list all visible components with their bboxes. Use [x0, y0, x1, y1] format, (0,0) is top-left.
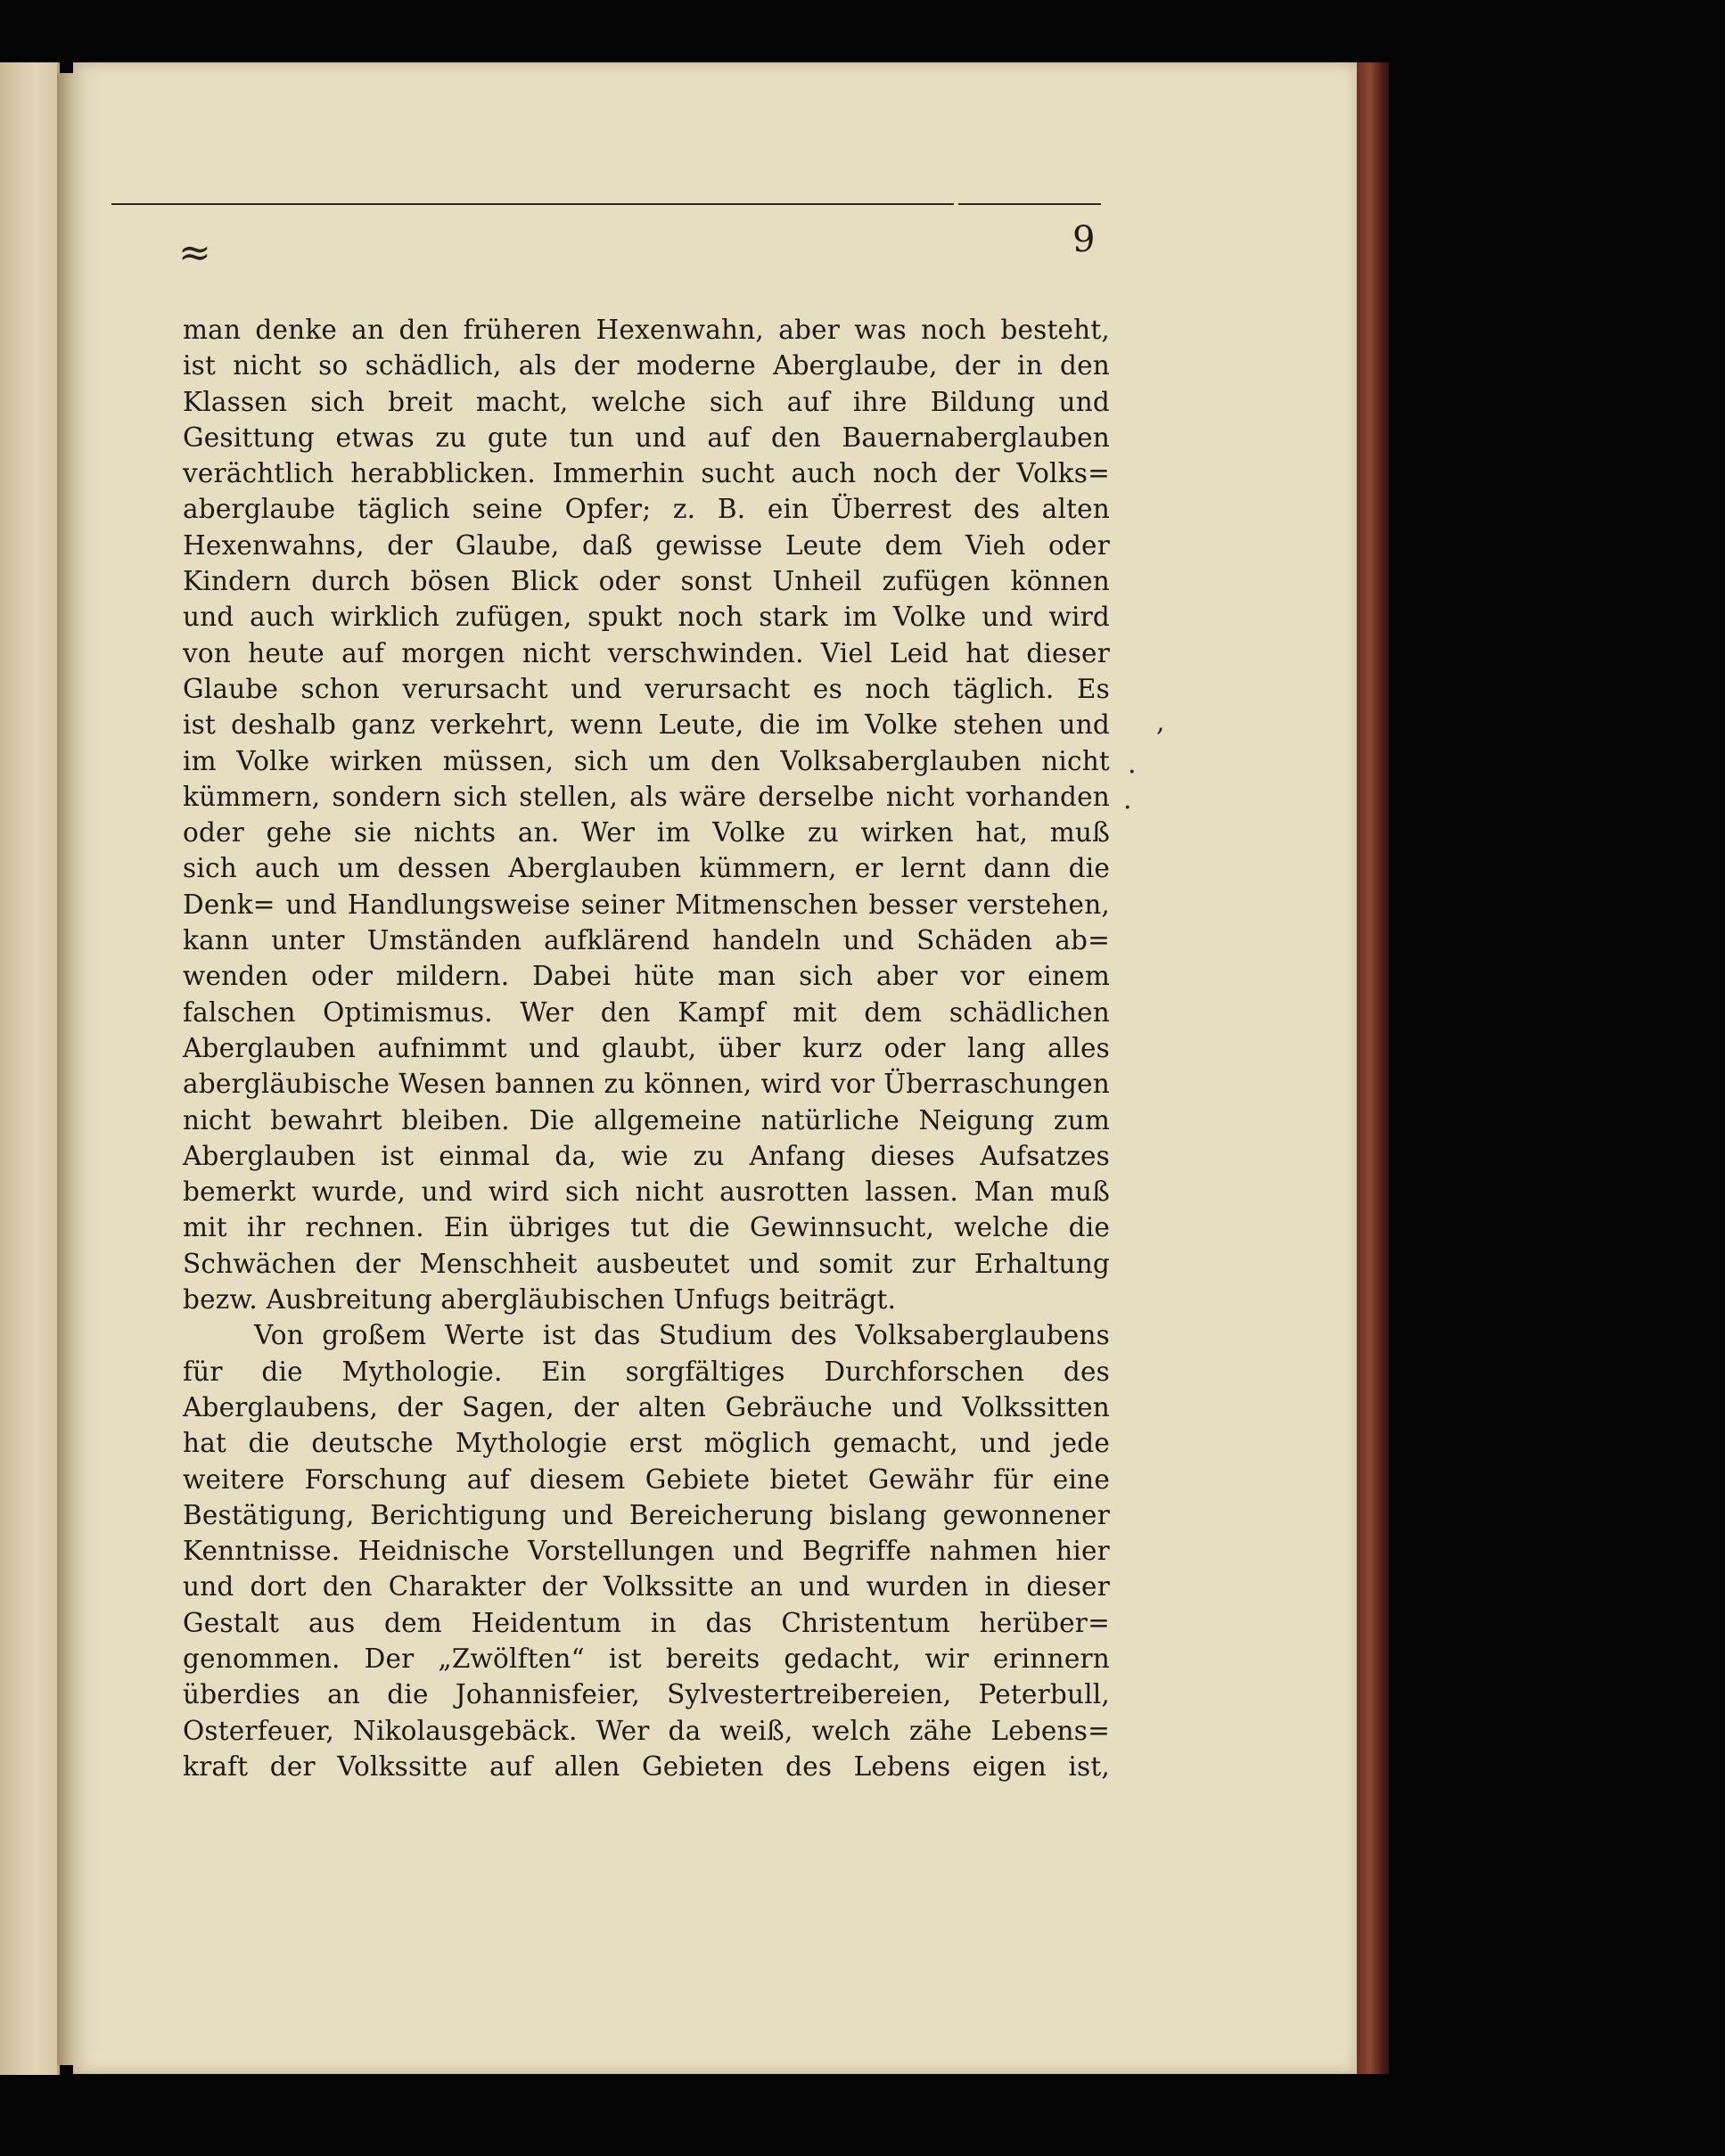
text-line: überdies an die Johannisfeier, Sylvestertreibereien, Peterbull, [183, 1679, 1110, 1710]
paragraph-start-line: Von großem Werte ist das Studium des Volksaberglaubens [254, 1320, 1110, 1351]
text-line: Aberglaubens, der Sagen, der alten Gebräuche und Volkssitten [183, 1391, 1110, 1422]
text-line: kümmern, sondern sich stellen, als wäre derselbe nicht vorhanden [183, 781, 1110, 812]
margin-mark: . [1123, 784, 1132, 816]
text-line: Osterfeuer, Nikolausgebäck. Wer da weiß, welch zähe Lebens= [183, 1715, 1110, 1746]
text-line: bemerkt wurde, und wird sich nicht ausrotten lassen. Man muß [183, 1176, 1110, 1208]
text-line: Kenntnisse. Heidnische Vorstellungen und Begriffe nahmen hier [183, 1536, 1110, 1567]
header-rule [111, 203, 954, 205]
text-line: weitere Forschung auf diesem Gebiete bietet Gewähr für eine [183, 1463, 1110, 1495]
body-text [183, 312, 1110, 1784]
facing-page-edge [0, 62, 60, 2075]
margin-mark: . [1128, 749, 1137, 780]
text-line: Aberglauben aufnimmt und glaubt, über kurz oder lang alles [183, 1032, 1110, 1063]
page-number: 9 [1072, 219, 1096, 260]
text-line: genommen. Der „Zwölften“ ist bereits gedacht, wir erinnern [183, 1643, 1110, 1674]
text-line: Hexenwahns, der Glaube, daß gewisse Leute dem Vieh oder [183, 529, 1110, 561]
text-line: von heute auf morgen nicht verschwinden. Viel Leid hat dieser [183, 637, 1110, 668]
text-line: Schwächen der Menschheit ausbeutet und somit zur Erhaltung [183, 1248, 1110, 1279]
text-line: man denke an den früheren Hexenwahn, aber was noch besteht, [183, 315, 1110, 345]
paragraph-end-line: bezw. Ausbreitung abergläubischen Unfugs beiträgt. [183, 1284, 897, 1316]
text-line: oder gehe sie nichts an. Wer im Volke zu wirken hat, muß [183, 817, 1110, 848]
text-line: Gesittung etwas zu gute tun und auf den Bauernaberglauben [183, 422, 1110, 453]
text-line: verächtlich herabblicken. Immerhin sucht auch noch der Volks= [183, 458, 1110, 489]
text-line: aberglaube täglich seine Opfer; z. B. ein Überrest des alten [183, 494, 1110, 525]
text-line: Klassen sich breit macht, welche sich auf ihre Bildung und [183, 386, 1110, 417]
text-line: Kindern durch bösen Blick oder sonst Unheil zufügen können [183, 566, 1110, 597]
margin-mark: , [1156, 707, 1165, 738]
printer-mark-icon: ≈ [178, 230, 211, 275]
text-line: Denk= und Handlungsweise seiner Mitmenschen besser verstehen, [183, 889, 1110, 920]
book-binding-edge [1357, 62, 1389, 2074]
text-line: falschen Optimismus. Wer den Kampf mit dem schädlichen [183, 996, 1110, 1028]
text-line: Bestätigung, Berichtigung und Bereicherung bislang gewonnener [183, 1499, 1110, 1530]
text-line: sich auch um dessen Aberglauben kümmern, er lernt dann die [183, 853, 1110, 884]
text-line: abergläubische Wesen bannen zu können, wird vor Überraschungen [183, 1069, 1110, 1100]
text-line: Gestalt aus dem Heidentum in das Christentum herüber= [183, 1607, 1110, 1638]
text-line: mit ihr rechnen. Ein übriges tut die Gewinnsucht, welche die [183, 1212, 1110, 1243]
text-line: ist deshalb ganz verkehrt, wenn Leute, die im Volke stehen und [183, 709, 1110, 741]
header-rule-short [958, 203, 1101, 205]
text-line: wenden oder mildern. Dabei hüte man sich aber vor einem [183, 961, 1110, 992]
text-line: Aberglauben ist einmal da, wie zu Anfang dieses Aufsatzes [183, 1140, 1110, 1171]
text-line: für die Mythologie. Ein sorgfältiges Durchforschen des [183, 1356, 1110, 1387]
text-line: ist nicht so schädlich, als der moderne Aberglaube, der in den [183, 350, 1110, 381]
text-line: nicht bewahrt bleiben. Die allgemeine natürliche Neigung zum [183, 1104, 1110, 1135]
text-line: kann unter Umständen aufklärend handeln und Schäden ab= [183, 925, 1110, 956]
text-line: im Volke wirken müssen, sich um den Volksaberglauben nicht [183, 745, 1110, 776]
text-line: kraft der Volkssitte auf allen Gebieten des Lebens eigen ist, [183, 1750, 1110, 1782]
text-line: hat die deutsche Mythologie erst möglich gemacht, und jede [183, 1428, 1110, 1459]
text-line: und auch wirklich zufügen, spukt noch stark im Volke und wird [183, 602, 1110, 633]
text-line: Glaube schon verursacht und verursacht es noch täglich. Es [183, 673, 1110, 704]
text-line: und dort den Charakter der Volkssitte an und wurden in dieser [183, 1571, 1110, 1603]
